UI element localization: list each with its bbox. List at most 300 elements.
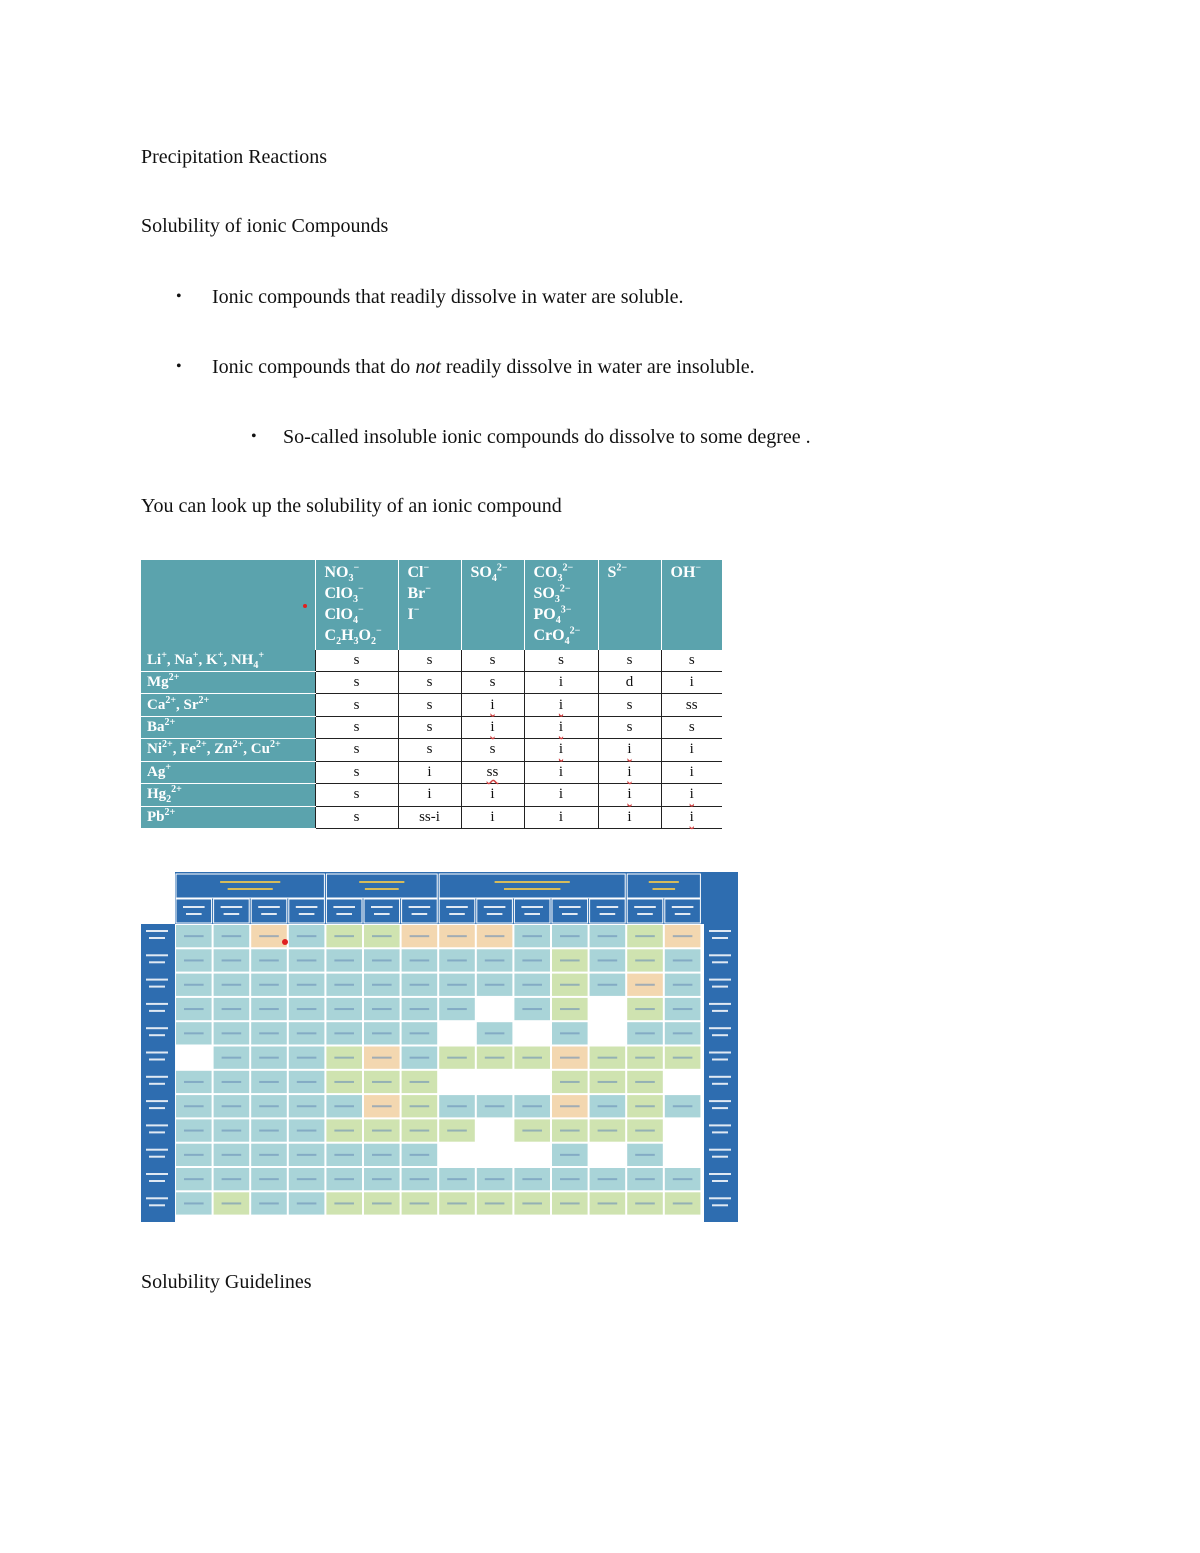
solubility-value: s	[315, 694, 398, 716]
chart-cell-text	[410, 1105, 430, 1107]
group-header-text	[220, 881, 280, 883]
anion-label-text	[712, 1131, 728, 1133]
anion-label-text	[146, 1027, 168, 1029]
anion-label-text	[712, 937, 728, 939]
solubility-value: i	[661, 806, 722, 829]
cation-header-text	[449, 913, 465, 915]
chart-cell-text	[522, 984, 542, 986]
chart-cell-text	[673, 1008, 693, 1010]
left-anion-band	[141, 924, 175, 1222]
solubility-value: i	[524, 716, 598, 738]
chart-cell-text	[560, 959, 580, 961]
chart-cell-text	[222, 1178, 242, 1180]
chart-cell-text	[598, 1105, 618, 1107]
anion-label-text	[149, 1034, 165, 1036]
solubility-value: s	[315, 761, 398, 783]
chart-cell-text	[222, 1008, 242, 1010]
solubility-value: i	[524, 739, 598, 761]
cation-header-text	[600, 913, 616, 915]
cation-label: $Mg^{2+}$	[141, 672, 315, 694]
solubility-value: i	[461, 694, 524, 716]
cation-header-text	[487, 913, 503, 915]
chart-cell-text	[673, 1202, 693, 1204]
anion-label-text	[146, 1197, 168, 1199]
chart-cell-empty	[665, 1119, 701, 1141]
anion-label-text	[709, 1100, 731, 1102]
chart-cell-text	[673, 1178, 693, 1180]
solubility-value: s	[398, 672, 461, 694]
anion-header: $S^{2-}$	[598, 560, 661, 650]
chart-cell-text	[410, 1032, 430, 1034]
solubility-value: i	[661, 739, 722, 761]
chart-cell-empty	[665, 1144, 701, 1166]
chart-cell-text	[184, 1202, 204, 1204]
chart-cell-text	[259, 1178, 279, 1180]
chart-cell-text	[372, 1057, 392, 1059]
chart-cell-empty	[590, 998, 626, 1020]
chart-cell-text	[372, 1154, 392, 1156]
cation-header-text	[637, 913, 653, 915]
chart-corner	[141, 872, 175, 924]
anion-label-text	[709, 1149, 731, 1151]
anion-label-text	[712, 961, 728, 963]
anion-label-text	[712, 1180, 728, 1182]
page-title: Precipitation Reactions	[141, 146, 328, 168]
chart-cell-text	[334, 959, 354, 961]
chart-cell-text	[222, 1130, 242, 1132]
chart-cell-text	[598, 959, 618, 961]
cation-header-cell	[326, 899, 362, 923]
cation-header-text	[597, 906, 619, 908]
chart-cell-empty	[514, 1071, 550, 1093]
bullet-marker: •	[251, 428, 257, 445]
bullet-soluble: Ionic compounds that readily dissolve in water are soluble.	[212, 286, 684, 308]
section-heading: Solubility of ionic Compounds	[141, 215, 389, 237]
solubility-value: s	[661, 650, 722, 672]
chart-cell-empty	[477, 1144, 513, 1166]
chart-cell-text	[372, 1202, 392, 1204]
cation-header-text	[186, 913, 202, 915]
chart-cell-text	[259, 959, 279, 961]
chart-cell-text	[410, 935, 430, 937]
chart-cell-empty	[590, 1144, 626, 1166]
table-row	[141, 650, 722, 672]
chart-cell-text	[222, 1154, 242, 1156]
chart-cell-text	[184, 984, 204, 986]
chart-cell-text	[222, 1057, 242, 1059]
solubility-value: i	[524, 784, 598, 806]
cation-header-cell	[627, 899, 663, 923]
chart-cell-text	[522, 1057, 542, 1059]
chart-cell-text	[372, 1105, 392, 1107]
cation-label: $Pb^{2+}$	[141, 806, 315, 829]
group-header-cell	[627, 874, 700, 898]
anion-header: Cl− Br− I−	[398, 560, 461, 650]
solubility-value: s	[598, 716, 661, 738]
chart-cell-text	[635, 935, 655, 937]
solubility-value: s	[315, 716, 398, 738]
chart-cell-text	[222, 1081, 242, 1083]
anion-label-text	[146, 930, 168, 932]
chart-cell-empty	[514, 1144, 550, 1166]
chart-cell-text	[297, 1202, 317, 1204]
chart-cell-text	[297, 1008, 317, 1010]
cation-header-cell	[251, 899, 287, 923]
chart-cell-text	[222, 935, 242, 937]
chart-cell-text	[635, 1154, 655, 1156]
chart-cell-text	[635, 1008, 655, 1010]
chart-cell-text	[673, 1057, 693, 1059]
solubility-value: i	[398, 761, 461, 783]
group-header-text	[365, 888, 399, 890]
chart-cell-text	[222, 984, 242, 986]
anion-label-text	[709, 1173, 731, 1175]
chart-cell-text	[485, 935, 505, 937]
chart-cell-text	[560, 935, 580, 937]
chart-cell-text	[259, 1057, 279, 1059]
solubility-value: i	[461, 806, 524, 829]
chart-cell-empty	[176, 1047, 212, 1069]
chart-cell-text	[372, 1008, 392, 1010]
anion-label-text	[709, 954, 731, 956]
solubility-value: i	[598, 761, 661, 783]
solubility-value: ss	[461, 761, 524, 783]
chart-cell-text	[410, 1154, 430, 1156]
chart-cell-text	[635, 984, 655, 986]
solubility-value: s	[398, 650, 461, 672]
chart-cell-text	[485, 959, 505, 961]
chart-cell-text	[447, 959, 467, 961]
table-row	[141, 784, 722, 806]
cation-header-text	[336, 913, 352, 915]
anion-label-text	[146, 1076, 168, 1078]
solubility-value: s	[461, 650, 524, 672]
anion-label-text	[709, 1052, 731, 1054]
solubility-value: s	[398, 739, 461, 761]
chart-cell-text	[297, 935, 317, 937]
chart-cell-text	[447, 935, 467, 937]
chart-cell-text	[598, 1057, 618, 1059]
solubility-value: i	[461, 784, 524, 806]
cation-header-cell	[402, 899, 438, 923]
chart-cell-text	[522, 935, 542, 937]
cation-label: Ag+	[141, 761, 315, 783]
solubility-table	[141, 560, 723, 829]
chart-cell-text	[334, 1178, 354, 1180]
chart-cell-empty	[477, 1119, 513, 1141]
table-row	[141, 694, 722, 716]
anion-label-text	[712, 1107, 728, 1109]
chart-cell-text	[259, 1008, 279, 1010]
cation-header-text	[221, 906, 243, 908]
chart-cell-text	[522, 959, 542, 961]
solubility-value: i	[661, 761, 722, 783]
chart-cell-text	[184, 959, 204, 961]
anion-label-text	[709, 1003, 731, 1005]
chart-cell-text	[334, 1105, 354, 1107]
chart-cell-text	[447, 1178, 467, 1180]
cation-header-text	[261, 913, 277, 915]
chart-cell-text	[598, 1202, 618, 1204]
chart-cell-text	[522, 1008, 542, 1010]
chart-cell-text	[372, 1081, 392, 1083]
chart-cell-text	[485, 984, 505, 986]
solubility-value: s	[398, 716, 461, 738]
cation-label: $Ba^{2+}$	[141, 716, 315, 738]
chart-cell-text	[184, 1008, 204, 1010]
cation-header-text	[296, 906, 318, 908]
chart-cell-text	[635, 1130, 655, 1132]
solubility-value: s	[315, 739, 398, 761]
chart-cell-text	[222, 1202, 242, 1204]
chart-cell-text	[334, 1008, 354, 1010]
chart-cell-text	[297, 1057, 317, 1059]
guidelines-heading: Solubility Guidelines	[141, 1271, 312, 1293]
chart-cell-text	[259, 935, 279, 937]
solubility-value: ss-i	[398, 806, 461, 829]
chart-cell-text	[522, 1178, 542, 1180]
anion-label-text	[149, 1083, 165, 1085]
table-row	[141, 806, 722, 829]
chart-cell-text	[259, 984, 279, 986]
chart-cell-text	[334, 1202, 354, 1204]
chart-cell-text	[635, 1032, 655, 1034]
cation-header-text	[524, 913, 540, 915]
cation-header-cell	[364, 899, 400, 923]
bullet-marker: •	[176, 358, 182, 375]
chart-cell-text	[410, 1178, 430, 1180]
cation-header-cell	[176, 899, 212, 923]
chart-cell-text	[410, 1202, 430, 1204]
cation-header-text	[521, 906, 543, 908]
solubility-value: ss	[661, 694, 722, 716]
cation-header-text	[634, 906, 656, 908]
chart-cell-text	[334, 1057, 354, 1059]
cation-header-cell	[439, 899, 475, 923]
chart-cell-text	[297, 1032, 317, 1034]
solubility-value: i	[661, 672, 722, 694]
cation-label: Li+, Na+, K+, $NH_4^+$	[141, 650, 315, 672]
anion-label-text	[149, 937, 165, 939]
anion-header: $NO_3^-$ ClO$_3$− ClO$_4$− $C_2H_3O_2^-$	[315, 560, 398, 650]
chart-cell-text	[447, 1130, 467, 1132]
anion-label-text	[709, 1076, 731, 1078]
chart-cell-text	[485, 1202, 505, 1204]
chart-cell-text	[297, 1154, 317, 1156]
chart-cell-text	[222, 1105, 242, 1107]
cation-header-cell	[214, 899, 250, 923]
chart-cell-text	[598, 984, 618, 986]
chart-cell-text	[522, 1130, 542, 1132]
cation-label: $Ni^{2+}$, $Fe^{2+}$, $Zn^{2+}$, $Cu^{2+}$	[141, 739, 315, 761]
chart-cell-text	[297, 1081, 317, 1083]
solubility-value: s	[398, 694, 461, 716]
chart-cell-text	[598, 1081, 618, 1083]
anion-header: $SO_4^{2-}$	[461, 560, 524, 650]
chart-cell-text	[635, 1057, 655, 1059]
sub-bullet-degree: So-called insoluble ionic compounds do dissolve to some degree .	[283, 426, 811, 448]
anion-label-text	[149, 1010, 165, 1012]
chart-cell-empty	[514, 1022, 550, 1044]
cation-header-text	[412, 913, 428, 915]
chart-cell-text	[334, 1081, 354, 1083]
chart-cell-text	[410, 959, 430, 961]
solubility-value: i	[461, 716, 524, 738]
solubility-value: i	[598, 784, 661, 806]
chart-cell-text	[184, 1081, 204, 1083]
chart-cell-text	[259, 1130, 279, 1132]
chart-cell-text	[560, 1105, 580, 1107]
anion-label-text	[149, 1180, 165, 1182]
cation-header-text	[371, 906, 393, 908]
chart-cell-text	[485, 1105, 505, 1107]
table-row	[141, 739, 722, 761]
solubility-color-chart	[141, 872, 738, 1222]
chart-cell-text	[184, 935, 204, 937]
chart-cell-text	[297, 959, 317, 961]
chart-cell-empty	[590, 1022, 626, 1044]
solubility-value: s	[524, 650, 598, 672]
right-anion-band	[704, 872, 738, 1222]
chart-cell-text	[560, 1154, 580, 1156]
chart-cell-text	[673, 984, 693, 986]
solubility-value: s	[461, 739, 524, 761]
solubility-value: i	[598, 739, 661, 761]
group-header-text	[228, 888, 273, 890]
chart-cell-text	[447, 1202, 467, 1204]
table-row	[141, 761, 722, 783]
chart-cell-text	[447, 1057, 467, 1059]
solubility-value: i	[524, 694, 598, 716]
solubility-value: i	[398, 784, 461, 806]
table-row	[141, 672, 722, 694]
cation-header-text	[672, 906, 694, 908]
group-header-cell	[439, 874, 625, 898]
cation-header-text	[562, 913, 578, 915]
anion-label-text	[149, 986, 165, 988]
cation-header-text	[224, 913, 240, 915]
chart-cell-text	[297, 1105, 317, 1107]
anion-label-text	[146, 1124, 168, 1126]
table-corner	[141, 560, 315, 650]
anion-label-text	[149, 1059, 165, 1061]
solubility-value: s	[315, 806, 398, 829]
chart-cell-text	[334, 984, 354, 986]
anion-label-text	[149, 1107, 165, 1109]
cation-label: $Ca^{2+}$, $Sr^{2+}$	[141, 694, 315, 716]
anion-label-text	[146, 954, 168, 956]
cation-header-cell	[477, 899, 513, 923]
lookup-text: You can look up the solubility of an ionic compound	[141, 495, 562, 517]
cation-header-text	[299, 913, 315, 915]
chart-cell-text	[297, 1178, 317, 1180]
anion-label-text	[709, 979, 731, 981]
chart-cell-text	[560, 1202, 580, 1204]
anion-label-text	[146, 979, 168, 981]
anion-label-text	[146, 1052, 168, 1054]
chart-cell-text	[673, 1032, 693, 1034]
chart-cell-text	[635, 1081, 655, 1083]
anion-label-text	[712, 1156, 728, 1158]
chart-cell-text	[184, 1032, 204, 1034]
chart-cell-text	[560, 1057, 580, 1059]
chart-cell-text	[560, 1008, 580, 1010]
chart-cell-text	[259, 1032, 279, 1034]
chart-cell-text	[410, 984, 430, 986]
anion-header: OH−	[661, 560, 722, 650]
chart-cell-text	[560, 1178, 580, 1180]
cation-label: $Hg_2^{2+}$	[141, 784, 315, 806]
cation-header-cell	[665, 899, 701, 923]
chart-cell-text	[372, 935, 392, 937]
chart-cell-text	[259, 1154, 279, 1156]
red-dot-marker	[282, 939, 288, 945]
anion-label-text	[149, 1156, 165, 1158]
chart-cell-text	[372, 1130, 392, 1132]
chart-cell-empty	[477, 1071, 513, 1093]
solubility-value: s	[315, 784, 398, 806]
chart-cell-text	[560, 1081, 580, 1083]
chart-cell-text	[485, 1178, 505, 1180]
chart-cell-text	[635, 1178, 655, 1180]
solubility-value: i	[524, 806, 598, 829]
cation-header-cell	[552, 899, 588, 923]
group-header-text	[495, 881, 570, 883]
chart-cell-empty	[477, 998, 513, 1020]
anion-label-text	[709, 1197, 731, 1199]
cation-header-text	[675, 913, 691, 915]
chart-cell-text	[635, 959, 655, 961]
chart-cell-text	[372, 959, 392, 961]
chart-cell-text	[184, 1105, 204, 1107]
chart-cell-text	[259, 1105, 279, 1107]
chart-cell-text	[259, 1202, 279, 1204]
cation-header-text	[183, 906, 205, 908]
group-header-text	[359, 881, 404, 883]
chart-cell-text	[598, 935, 618, 937]
chart-cell-text	[259, 1081, 279, 1083]
cation-header-cell	[590, 899, 626, 923]
cation-header-cell	[289, 899, 325, 923]
solubility-value: i	[661, 784, 722, 806]
anion-label-text	[712, 986, 728, 988]
cation-header-text	[374, 913, 390, 915]
anion-label-text	[146, 1173, 168, 1175]
solubility-value: i	[598, 806, 661, 829]
chart-cell-text	[297, 1130, 317, 1132]
group-header-cell	[176, 874, 324, 898]
chart-cell-text	[447, 1008, 467, 1010]
anion-label-text	[712, 1059, 728, 1061]
chart-cell-text	[673, 1105, 693, 1107]
chart-cell-text	[372, 984, 392, 986]
chart-cell-text	[372, 1178, 392, 1180]
anion-label-text	[709, 1124, 731, 1126]
solubility-value: s	[315, 650, 398, 672]
chart-cell-text	[598, 1178, 618, 1180]
cation-header-text	[333, 906, 355, 908]
anion-label-text	[149, 1131, 165, 1133]
anion-label-text	[709, 930, 731, 932]
chart-cell-text	[447, 1105, 467, 1107]
solubility-value: s	[598, 694, 661, 716]
anion-label-text	[146, 1100, 168, 1102]
chart-cell-text	[184, 1130, 204, 1132]
group-header-text	[653, 888, 676, 890]
anion-label-text	[146, 1003, 168, 1005]
chart-cell-empty	[439, 1071, 475, 1093]
anion-label-text	[146, 1149, 168, 1151]
